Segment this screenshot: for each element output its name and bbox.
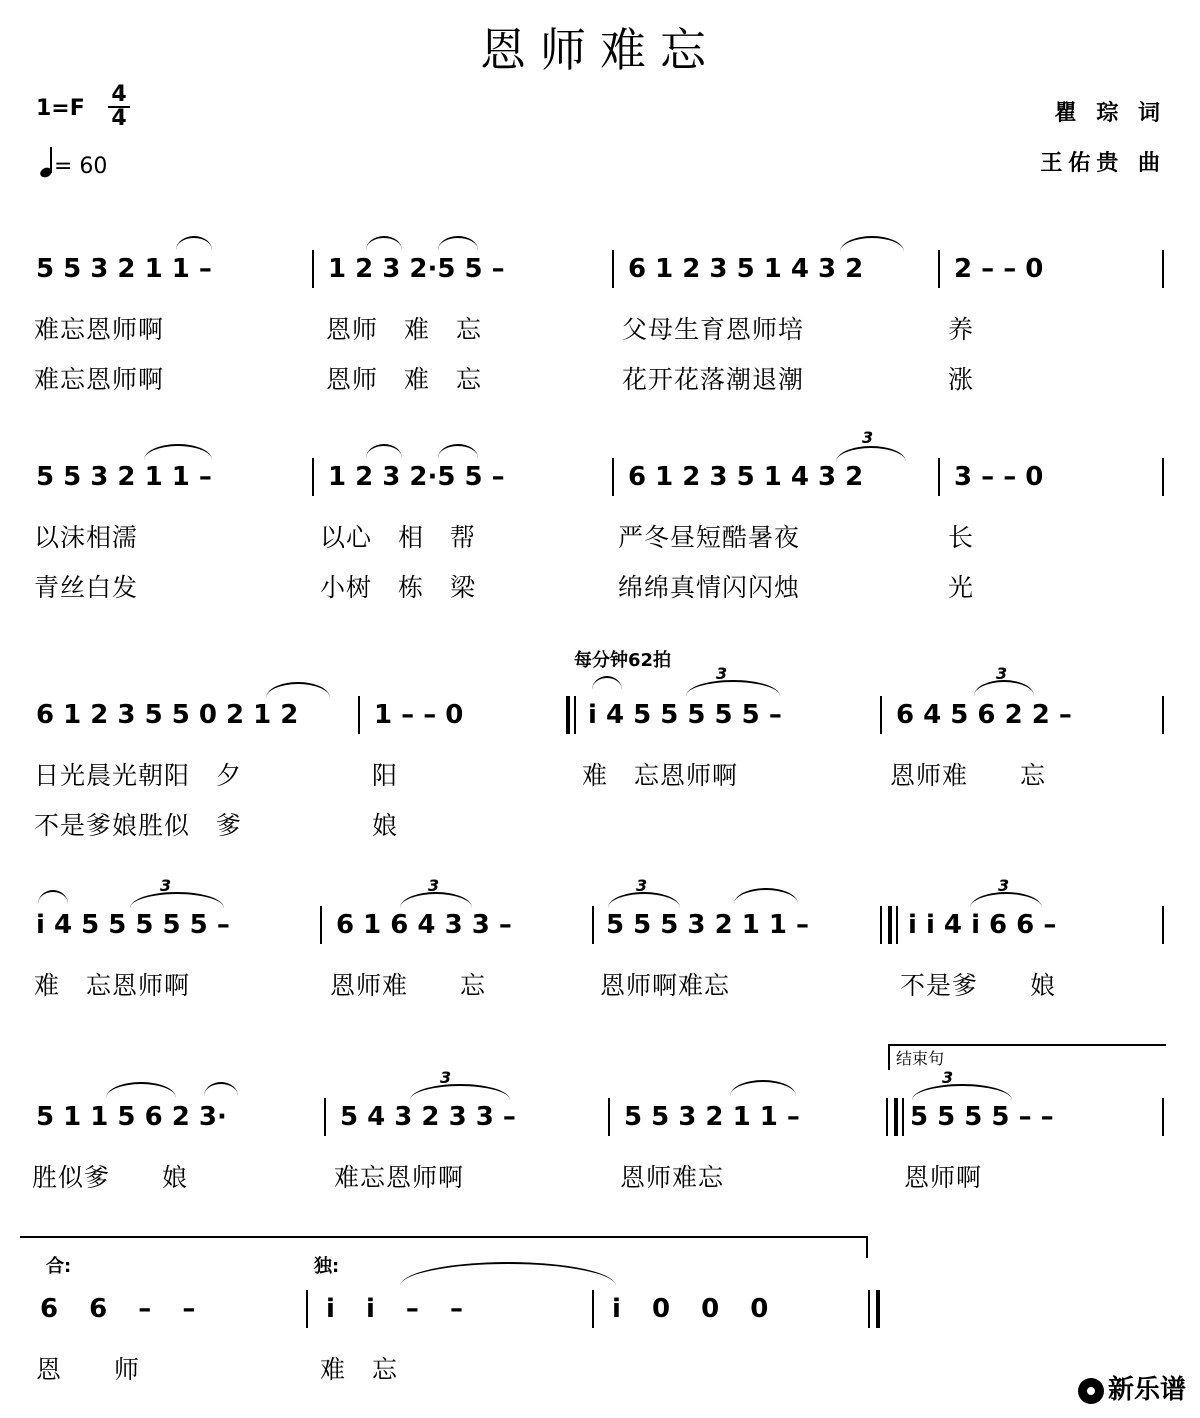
lyric-line-2: 难忘恩师啊 xyxy=(34,365,165,394)
measure: 1 2 3 2·5 5 – xyxy=(328,254,505,284)
measure: 1 – – 0 xyxy=(374,700,464,730)
ending-label: 结束句 xyxy=(896,1049,945,1068)
measure: i 0 0 0 xyxy=(612,1294,769,1324)
lyric-line-1: 难 忘恩师啊 xyxy=(34,971,191,1000)
measure: 5 5 5 5 – – xyxy=(910,1102,1054,1132)
measure: 6 1 6 4 3 3 – xyxy=(336,910,512,940)
measure: i i 4 i 6 6 – xyxy=(908,910,1057,940)
page-title: 恩师难忘 xyxy=(480,23,720,77)
barline xyxy=(612,458,614,496)
lyric-line-1: 恩 师 xyxy=(36,1355,141,1384)
lyric-line-2: 恩师 难 忘 xyxy=(326,365,483,394)
slur xyxy=(176,236,212,250)
measure: 6 1 2 3 5 1 4 3 2 xyxy=(628,254,864,284)
triplet-mark: 3 xyxy=(862,428,874,447)
slur xyxy=(38,890,68,904)
lyric-line-2: 娘 xyxy=(372,811,399,840)
lyric-line-1: 以心 相 帮 xyxy=(320,523,477,552)
lyric-line-1: 恩师难 忘 xyxy=(330,971,487,1000)
lyric-line-1: 恩师啊 xyxy=(904,1163,983,1192)
triplet-mark: 3 xyxy=(160,876,172,895)
measure: i 4 5 5 5 5 5 – xyxy=(588,700,782,730)
slur xyxy=(400,1262,616,1286)
slur xyxy=(130,892,224,908)
lyric-line-1: 日光晨光朝阳 夕 xyxy=(34,761,243,790)
final-barline xyxy=(876,1290,880,1328)
measure: 1 2 3 2·5 5 – xyxy=(328,462,505,492)
barline xyxy=(324,1098,326,1136)
slur xyxy=(836,446,906,462)
lyric-line-1: 阳 xyxy=(372,761,399,790)
slur xyxy=(592,676,622,690)
lyric-line-1: 恩师 难 忘 xyxy=(326,315,483,344)
lyric-line-1: 父母生育恩师培 xyxy=(622,315,805,344)
barline xyxy=(868,1290,870,1328)
slur xyxy=(366,444,402,458)
barline xyxy=(886,1098,888,1136)
tempo-change: 每分钟62拍 xyxy=(574,650,672,671)
quarter-note-icon xyxy=(40,145,54,179)
lyric-line-1: 恩师难 忘 xyxy=(890,761,1047,790)
record-disc-icon xyxy=(1078,1378,1104,1404)
slur xyxy=(144,444,212,460)
lyric-line-1: 难忘恩师啊 xyxy=(334,1163,465,1192)
slur xyxy=(106,1082,176,1098)
barline xyxy=(902,1098,904,1136)
triplet-mark: 3 xyxy=(998,876,1010,895)
solo-label: 独: xyxy=(314,1256,340,1277)
triplet-mark: 3 xyxy=(428,876,440,895)
key-signature: 1=F xyxy=(36,96,85,121)
repeat-end-barline xyxy=(888,906,892,944)
triplet-mark: 3 xyxy=(716,664,728,683)
barline xyxy=(358,696,360,734)
lyric-line-1: 养 xyxy=(948,315,975,344)
barline xyxy=(938,250,940,288)
triplet-mark: 3 xyxy=(440,1068,452,1087)
repeat-end-barline xyxy=(894,1098,898,1136)
slur xyxy=(366,236,402,250)
slur xyxy=(912,1084,1012,1100)
barline xyxy=(1162,696,1164,734)
measure: 5 5 3 2 1 1 – xyxy=(36,462,212,492)
barline xyxy=(938,458,940,496)
barline xyxy=(1162,1098,1164,1136)
barline xyxy=(880,696,882,734)
tempo-value: = 60 xyxy=(54,154,108,179)
slur xyxy=(204,1082,238,1096)
barline xyxy=(592,906,594,944)
measure: 6 4 5 6 2 2 – xyxy=(896,700,1072,730)
logo-text: 新乐谱 xyxy=(1107,1375,1186,1405)
slur xyxy=(686,680,780,696)
measure: 2 – – 0 xyxy=(954,254,1044,284)
measure: 6 1 2 3 5 5 0 2 1 2 xyxy=(36,700,299,730)
lyric-line-1: 恩师难忘 xyxy=(620,1163,725,1192)
barline xyxy=(320,906,322,944)
barline xyxy=(1162,250,1164,288)
barline xyxy=(866,1236,868,1258)
measure: 5 5 3 2 1 1 – xyxy=(36,254,212,284)
repeat-start-barline xyxy=(566,696,570,734)
lyric-line-2: 涨 xyxy=(948,365,975,394)
slur xyxy=(840,236,904,252)
barline xyxy=(306,1290,308,1328)
time-signature xyxy=(106,84,132,130)
measure: i 4 5 5 5 5 5 – xyxy=(36,910,230,940)
tempo-marking xyxy=(40,145,107,179)
composer-credit: 王佑贵 曲 xyxy=(1040,150,1166,176)
slur xyxy=(410,1084,510,1100)
lyric-line-2: 青丝白发 xyxy=(34,573,139,602)
time-signature-top: 4 xyxy=(111,82,127,107)
measure: 3 – – 0 xyxy=(954,462,1044,492)
barline xyxy=(880,906,882,944)
lyric-line-2: 绵绵真情闪闪烛 xyxy=(618,573,801,602)
lyric-line-1: 胜似爹 娘 xyxy=(32,1163,189,1192)
barline xyxy=(896,906,898,944)
lyricist-credit: 瞿 琮 词 xyxy=(1054,100,1166,126)
measure: 5 5 3 2 1 1 – xyxy=(624,1102,800,1132)
lyric-line-1: 不是爹 娘 xyxy=(900,971,1057,1000)
lyric-line-2: 小树 栋 梁 xyxy=(320,573,477,602)
measure: 6 6 – – xyxy=(40,1294,196,1324)
chorus-label: 合: xyxy=(46,1256,72,1277)
lyric-line-1: 恩师啊难忘 xyxy=(600,971,731,1000)
barline xyxy=(312,458,314,496)
measure: 6 1 2 3 5 1 4 3 2 xyxy=(628,462,864,492)
section-line xyxy=(20,1236,868,1238)
barline xyxy=(608,1098,610,1136)
measure: 5 4 3 2 3 3 – xyxy=(340,1102,516,1132)
lyric-line-1: 严冬昼短酷暑夜 xyxy=(618,523,801,552)
measure: 5 1 1 5 6 2 3· xyxy=(36,1102,227,1132)
lyric-line-1: 难 忘恩师啊 xyxy=(582,761,739,790)
lyric-line-1: 难 忘 xyxy=(320,1355,399,1384)
lyric-line-2: 不是爹娘胜似 爹 xyxy=(34,811,243,840)
slur xyxy=(266,682,330,698)
barline xyxy=(612,250,614,288)
lyric-line-2: 光 xyxy=(948,573,975,602)
lyric-line-1: 长 xyxy=(948,523,975,552)
site-logo xyxy=(1078,1369,1186,1406)
lyric-line-1: 以沫相濡 xyxy=(34,523,139,552)
barline xyxy=(592,1290,594,1328)
lyric-line-1: 难忘恩师啊 xyxy=(34,315,165,344)
barline xyxy=(1162,906,1164,944)
slur xyxy=(438,236,478,250)
triplet-mark: 3 xyxy=(942,1068,954,1087)
slur xyxy=(730,1080,796,1096)
slur xyxy=(438,444,478,458)
triplet-mark: 3 xyxy=(636,876,648,895)
barline xyxy=(1162,458,1164,496)
measure: i i – – xyxy=(326,1294,463,1324)
triplet-mark: 3 xyxy=(996,664,1008,683)
barline xyxy=(312,250,314,288)
barline xyxy=(574,696,576,734)
measure: 5 5 5 3 2 1 1 – xyxy=(606,910,809,940)
slur xyxy=(734,888,798,904)
lyric-line-2: 花开花落潮退潮 xyxy=(622,365,805,394)
time-signature-bottom: 4 xyxy=(111,106,127,131)
